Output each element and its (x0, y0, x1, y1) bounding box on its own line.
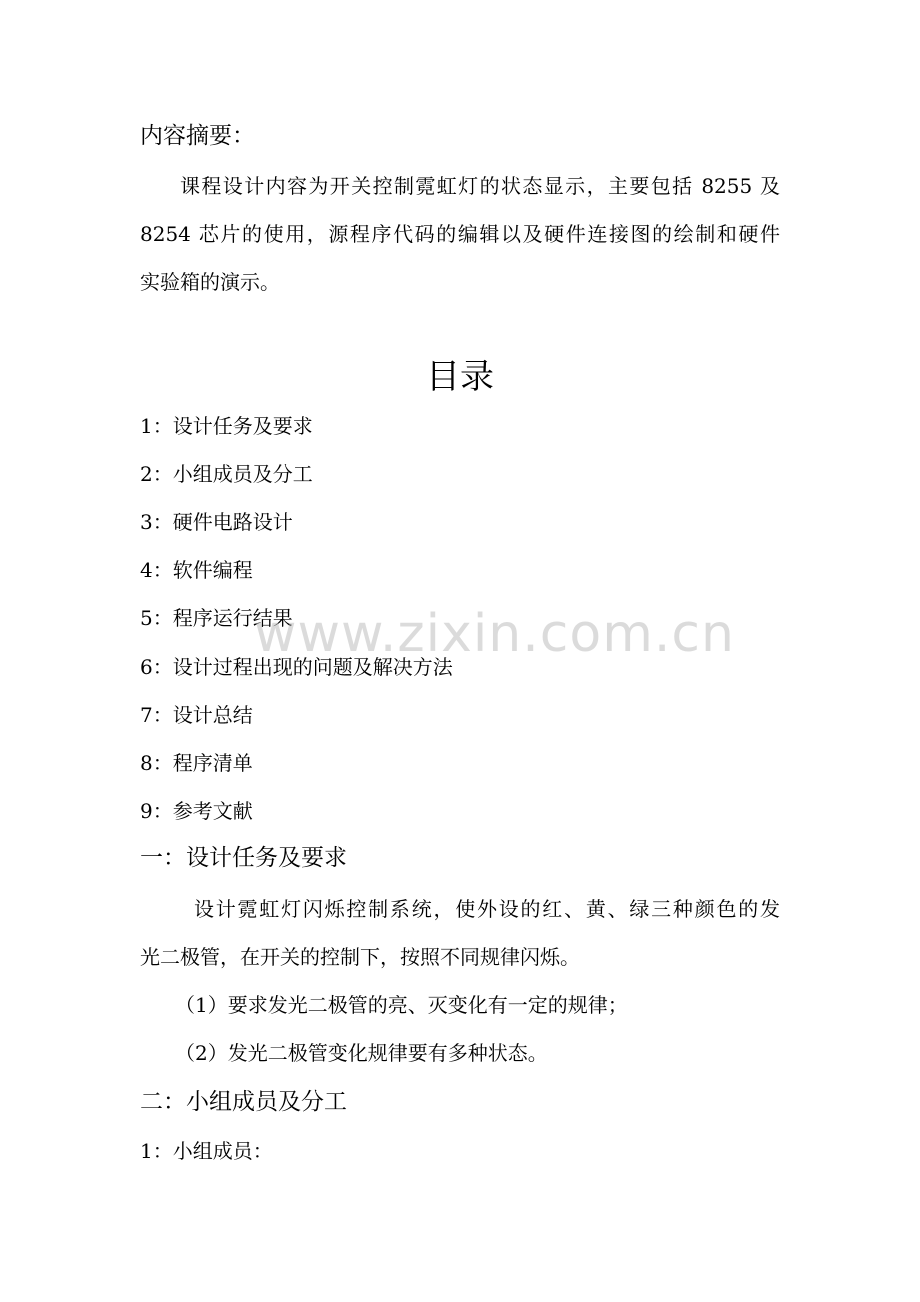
section-1-para-line-2: 光二极管，在开关的控制下，按照不同规律闪烁。 (140, 945, 580, 969)
toc-item-5: 5：程序运行结果 (140, 606, 293, 630)
toc-item-7: 7：设计总结 (140, 703, 253, 727)
section-1-req-1: （1）要求发光二极管的亮、灭变化有一定的规律； (175, 993, 628, 1017)
toc-item-6: 6：设计过程出现的问题及解决方法 (140, 655, 453, 679)
watermark: www.zixin.com.cn (254, 604, 735, 664)
abstract-line-1: 课程设计内容为开关控制霓虹灯的状态显示，主要包括 8255 及 (180, 174, 780, 198)
section-1-heading: 一：设计任务及要求 (140, 845, 347, 871)
abstract-heading: 内容摘要： (140, 123, 255, 149)
section-1-para-line-1: 设计霓虹灯闪烁控制系统，使外设的红、黄、绿三种颜色的发 (194, 897, 780, 921)
toc-title: 目录 (426, 357, 494, 397)
toc-item-4: 4：软件编程 (140, 558, 253, 582)
toc-item-8: 8：程序清单 (140, 751, 253, 775)
toc-item-1: 1：设计任务及要求 (140, 414, 313, 438)
abstract-line-3: 实验箱的演示。 (140, 270, 280, 294)
toc-item-3: 3：硬件电路设计 (140, 510, 293, 534)
section-1-req-2: （2）发光二极管变化规律要有多种状态。 (175, 1041, 548, 1065)
toc-item-9: 9：参考文献 (140, 799, 253, 823)
section-2-heading: 二：小组成员及分工 (140, 1089, 347, 1115)
toc-item-2: 2：小组成员及分工 (140, 462, 313, 486)
section-2-item-1: 1：小组成员： (140, 1139, 273, 1163)
abstract-line-2: 8254 芯片的使用，源程序代码的编辑以及硬件连接图的绘制和硬件 (140, 222, 780, 246)
